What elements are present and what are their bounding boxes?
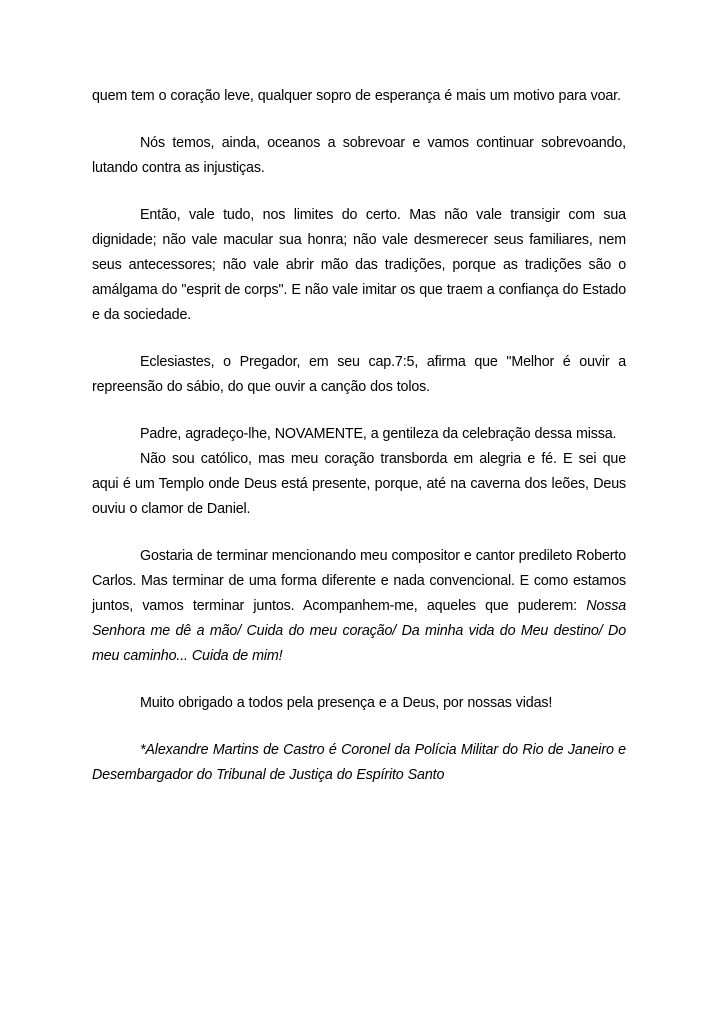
paragraph-1: quem tem o coração leve, qualquer sopro de esperança é mais um motivo para voar. — [92, 88, 621, 104]
paragraph-2: Nós temos, ainda, oceanos a sobrevoar e vamos continuar sobrevoando, lutando contra as injustiças. — [92, 135, 626, 176]
paragraph-4: Eclesiastes, o Pregador, em seu cap.7:5, afirma que "Melhor é ouvir a repreensão do sábio, do que ouvir a canção dos tolos. — [92, 354, 626, 395]
paragraph-8: Muito obrigado a todos pela presença e a Deus, por nossas vidas! — [140, 695, 553, 711]
paragraph-5: Padre, agradeço-lhe, NOVAMENTE, a gentileza da celebração dessa missa. — [140, 426, 617, 442]
paragraph-7-italic: Nossa Senhora me dê a mão/ Cuida do meu coração/ Da minha vida do Meu destino/ Do meu caminho... Cuida de mim! — [92, 598, 626, 664]
paragraph-7-plain: Gostaria de terminar mencionando meu compositor e cantor predileto Roberto Carlos. Mas terminar de uma forma diferente e nada convencional. E como estamos juntos, vamos terminar juntos. Acompanhem-me, aqueles que puderem: — [92, 548, 626, 614]
author-footnote: *Alexandre Martins de Castro é Coronel da Polícia Militar do Rio de Janeiro e Desembargador do Tribunal de Justiça do Espírito Santo — [92, 742, 626, 783]
document-body — [92, 84, 626, 788]
paragraph-7 — [92, 544, 626, 669]
paragraph-6: Não sou católico, mas meu coração transborda em alegria e fé. E sei que aqui é um Templo onde Deus está presente, porque, até na caverna dos leões, Deus ouviu o clamor de Daniel. — [92, 451, 626, 517]
paragraph-3: Então, vale tudo, nos limites do certo. Mas não vale transigir com sua dignidade; não vale macular sua honra; não vale desmerecer seus familiares, nem seus antecessores; não vale abrir mão das tradições, porque as tradições são o amálgama do "esprit de corps". E não vale imitar os que traem a confiança do Estado e da sociedade. — [92, 207, 626, 323]
